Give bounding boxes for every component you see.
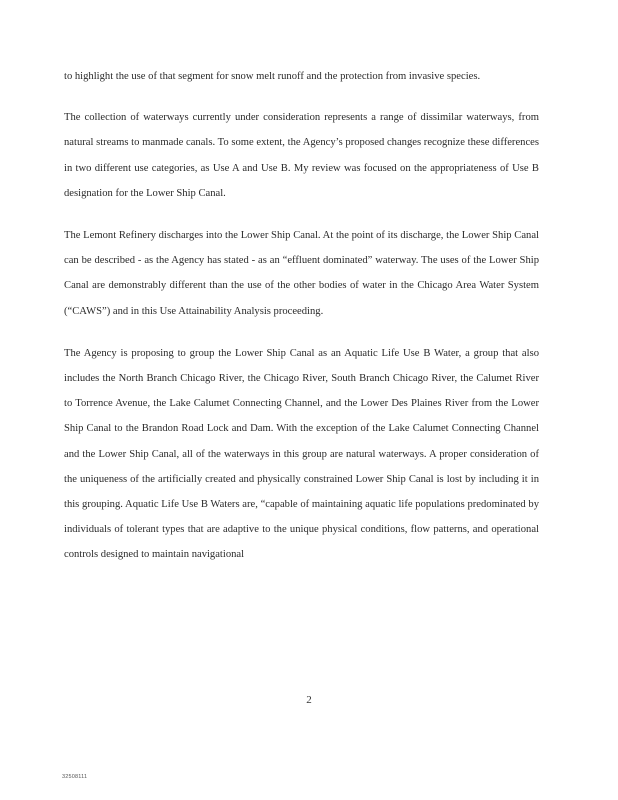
paragraph-agency-grouping: The Agency is proposing to group the Lower Ship Canal as an Aquatic Life Use B Water, a group that also includes the North Branch Chicago River, the Chicago River, South Branch Chicago River, the Calumet River to Torrence Avenue, the Lake Calumet Connecting Channel, and the Lower Des Plaines River from the Lower Ship Canal to the Brandon Road Lock and Dam. With the exception of the Lake Calumet Connecting Channel and the Lower Ship Canal, all of the waterways in this group are natural waterways. A proper consideration of the uniqueness of the artificially created and physically constrained Lower Ship Canal is lost by including it in this grouping. Aquatic Life Use B Waters are, “capable of maintaining aquatic life populations predominated by individuals of tolerant types that are adaptive to the unique physical conditions, flow patterns, and operational controls designed to maintain navigational — [64, 347, 539, 561]
paragraph-waterways-collection: The collection of waterways currently under consideration represents a range of dissimilar waterways, from natural streams to manmade canals. To some extent, the Agency’s proposed changes recognize these differences in two different use categories, as Use A and Use B. My review was focused on the appropriateness of Use B designation for the Lower Ship Canal. — [64, 112, 539, 199]
page-number: 2 — [306, 694, 312, 706]
paragraph-lemont-refinery: The Lemont Refinery discharges into the Lower Ship Canal. At the point of its discharge, the Lower Ship Canal can be described - as the Agency has stated - as an “effluent dominated” waterway. The uses of the Lower Ship Canal are demonstrably different than the use of the other bodies of water in the Chicago Area Water System (“CAWS”) and in this Use Attainability Analysis proceeding. — [64, 230, 539, 317]
document-id: 32508111 — [62, 774, 88, 780]
body-text — [64, 64, 539, 585]
paragraph-continuation: to highlight the use of that segment for snow melt runoff and the protection from invasive species. — [64, 71, 481, 82]
